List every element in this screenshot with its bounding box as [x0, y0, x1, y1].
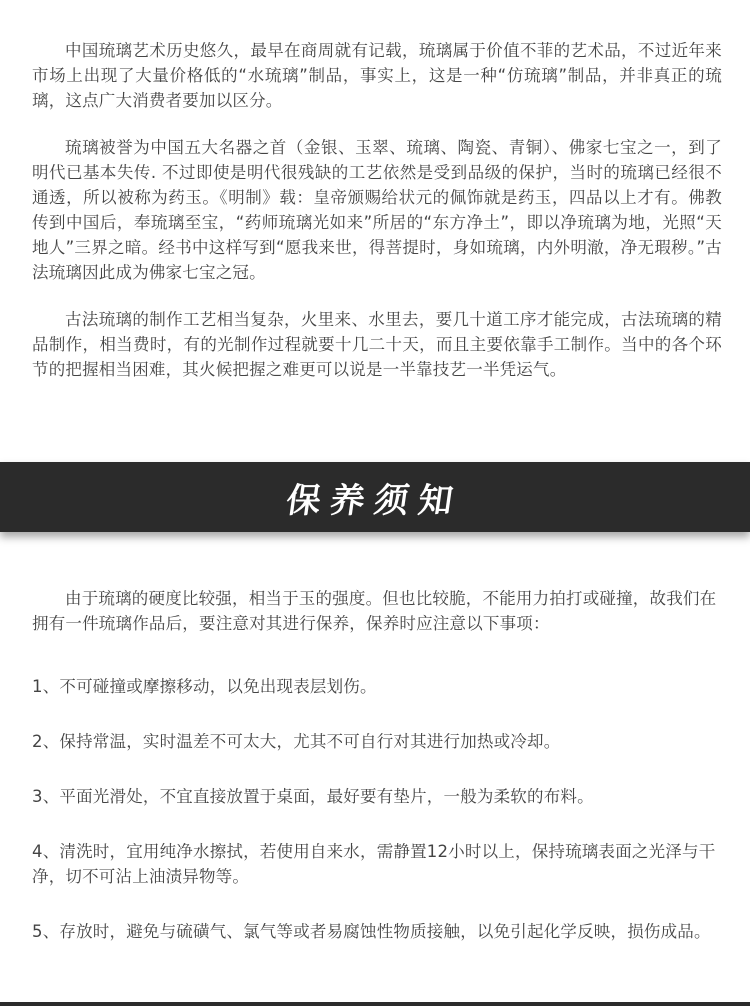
care-intro: 由于琉璃的硬度比较强，相当于玉的强度。但也比较脆，不能用力拍打或碰撞，故我们在拥有一件琉璃作品后，要注意对其进行保养，保养时应注意以下事项： — [32, 589, 717, 633]
article-paragraph-1: 中国琉璃艺术历史悠久，最早在商周就有记载，琉璃属于价值不菲的艺术品，不过近年来市场上出现了大量价格低的“水琉璃”制品，事实上，这是一种“仿琉璃”制品，并非真正的琉璃，这点广大消费者要加以区分。 — [32, 41, 722, 110]
care-item-5: 5、存放时，避免与硫磺气、氯气等或者易腐蚀性物质接触，以免引起化学反映，损伤成品。 — [32, 922, 711, 941]
care-item-2: 2、保持常温，实时温差不可太大，尤其不可自行对其进行加热或冷却。 — [32, 732, 561, 751]
section-banner — [0, 462, 750, 532]
bottom-divider — [0, 1002, 750, 1006]
article-paragraph-3: 古法琉璃的制作工艺相当复杂，火里来、水里去，要几十道工序才能完成，古法琉璃的精品制作，相当费时，有的光制作过程就要十几二十天，而且主要依靠手工制作。当中的各个环节的把握相当困难，其火候把握之难更可以说是一半靠技艺一半凭运气。 — [32, 310, 722, 379]
banner-title: 保养须知 — [283, 480, 466, 521]
care-section — [32, 586, 727, 974]
article-paragraph-2: 琉璃被誉为中国五大名器之首（金银、玉翠、琉璃、陶瓷、青铜）、佛家七宝之一，到了明代已基本失传. 不过即使是明代很残缺的工艺依然是受到品级的保护，当时的琉璃已经很不通透，所以被称为药玉。《明制》载：皇帝颁赐给状元的佩饰就是药玉，四品以上才有。佛教传到中国后，奉琉璃至宝，“药师琉璃光如来”所居的“东方净土”，即以净琉璃为地，光照“天地人”三界之暗。经书中这样写到“愿我来世，得菩提时，身如琉璃，内外明澈，净无瑕秽。”古法琉璃因此成为佛家七宝之冠。 — [32, 138, 722, 282]
care-item-3: 3、平面光滑处，不宜直接放置于桌面，最好要有垫片，一般为柔软的布料。 — [32, 787, 594, 806]
care-item-4: 4、清洗时，宜用纯净水擦拭，若使用自来水，需静置12小时以上，保持琉璃表面之光泽与干净，切不可沾上油渍异物等。 — [32, 842, 716, 886]
article-section — [32, 38, 722, 404]
care-item-1: 1、不可碰撞或摩擦移动，以免出现表层划伤。 — [32, 677, 377, 696]
